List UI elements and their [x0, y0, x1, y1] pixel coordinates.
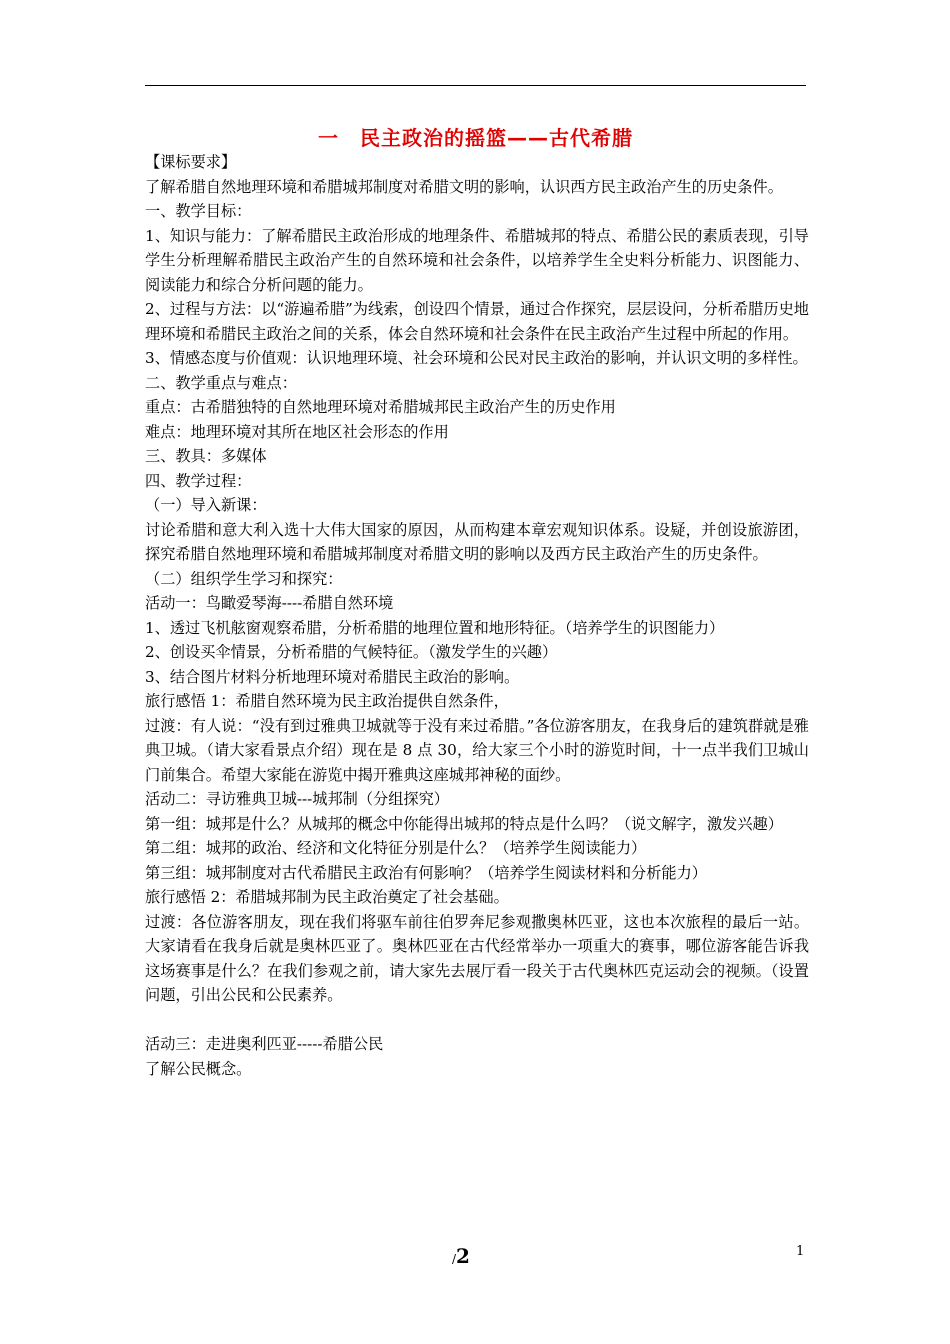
body-paragraph: 四、教学过程： — [145, 471, 252, 490]
body-paragraph: 3、结合图片材料分析地理环境对希腊民主政治的影响。 — [145, 667, 520, 686]
body-paragraph: 讨论希腊和意大利入选十大伟大国家的原因，从而构建本章宏观知识体系。设疑，并创设旅游团，探究希腊自然地理环境和希腊城邦制度对希腊文明的影响以及西方民主政治产生的历史条件。 — [145, 520, 809, 563]
body-paragraph: 三、教具：多媒体 — [145, 447, 267, 465]
body-paragraph: 3、情感态度与价值观：认识地理环境、社会环境和公民对民主政治的影响，并认识文明的多样性。 — [145, 349, 808, 367]
body-paragraph: 1、透过飞机舷窗观察希腊，分析希腊的地理位置和地形特征。（培养学生的识图能力） — [145, 618, 725, 637]
body-paragraph: 二、教学重点与难点： — [145, 373, 297, 392]
body-paragraph: 2、过程与方法：以“游遍希腊”为线索，创设四个情景，通过合作探究，层层设问，分析希腊历史地理环境和希腊民主政治之间的关系，体会自然环境和社会条件在民主政治产生过程中所起的作用。 — [145, 300, 809, 343]
body-paragraph: 旅行感悟 1：希腊自然环境为民主政治提供自然条件， — [145, 692, 509, 710]
body-paragraph: 活动二：寻访雅典卫城---城邦制（分组探究） — [145, 790, 449, 808]
body-paragraph: 重点：古希腊独特的自然地理环境对希腊城邦民主政治产生的历史作用 — [145, 398, 616, 416]
body-paragraph: 了解公民概念。 — [145, 1059, 252, 1078]
body-paragraph: 难点：地理环境对其所在地区社会形态的作用 — [145, 422, 449, 441]
page-number: 1 — [796, 1244, 805, 1259]
body-paragraph: 1、知识与能力：了解希腊民主政治形成的地理条件、希腊城邦的特点、希腊公民的素质表现，引导学生分析理解希腊民主政治产生的自然环境和社会条件，以培养学生全史料分析能力、识图能力、阅读能力和综合分析问题的能力。 — [145, 226, 809, 294]
body-paragraph: 第一组：城邦是什么？从城邦的概念中你能得出城邦的特点是什么吗？（说文解字，激发兴趣） — [145, 814, 783, 833]
body-paragraph — [145, 1008, 809, 1033]
header-rule — [145, 85, 806, 86]
body-paragraph: 第二组：城邦的政治、经济和文化特征分别是什么？（培养学生阅读能力） — [145, 839, 647, 857]
body-paragraph: 过渡：各位游客朋友，现在我们将驱车前往伯罗奔尼参观撒奥林匹亚，这也本次旅程的最后一站。大家请看在我身后就是奥林匹亚了。奥林匹亚在古代经常举办一项重大的赛事，哪位游客能告诉我这场赛事是什么？在我们参观之前，请大家先去展厅看一段关于古代奥林匹克运动会的视频。（设置问题，引出公民和公民素养。 — [145, 912, 809, 1004]
body-paragraph: 2、创设买伞情景，分析希腊的气候特征。（激发学生的兴趣） — [145, 643, 558, 661]
body-paragraph: 过渡：有人说：“没有到过雅典卫城就等于没有来过希腊。”各位游客朋友，在我身后的建筑群就是雅典卫城。（请大家看景点介绍）现在是 8 点 30，给大家三个小时的游览时间，十一点半我们卫城山门前集合。希望大家能在游览中揭开雅典这座城邦神秘的面纱。 — [145, 716, 809, 784]
page-title: 一 民主政治的摇篮——古代希腊 — [318, 126, 633, 150]
body-paragraph: 活动一：鸟瞰爱琴海----希腊自然环境 — [145, 594, 394, 612]
body-paragraph: （一）导入新课： — [145, 496, 267, 514]
body-paragraph: 一、教学目标： — [145, 202, 252, 220]
document-body — [145, 150, 809, 1081]
body-paragraph: 第三组：城邦制度对古代希腊民主政治有何影响？（培养学生阅读材料和分析能力） — [145, 863, 707, 882]
body-paragraph: 【课标要求】 — [145, 153, 237, 171]
body-paragraph: 旅行感悟 2：希腊城邦制为民主政治奠定了社会基础。 — [145, 888, 509, 906]
body-paragraph: 了解希腊自然地理环境和希腊城邦制度对希腊文明的影响，认识西方民主政治产生的历史条件。 — [145, 177, 783, 196]
body-paragraph: 活动三：走进奥利匹亚-----希腊公民 — [145, 1035, 384, 1053]
page-total: 2 — [456, 1244, 470, 1268]
body-paragraph: （二）组织学生学习和探究： — [145, 569, 343, 588]
page-separator: / — [452, 1252, 457, 1266]
page-count — [452, 1244, 470, 1268]
